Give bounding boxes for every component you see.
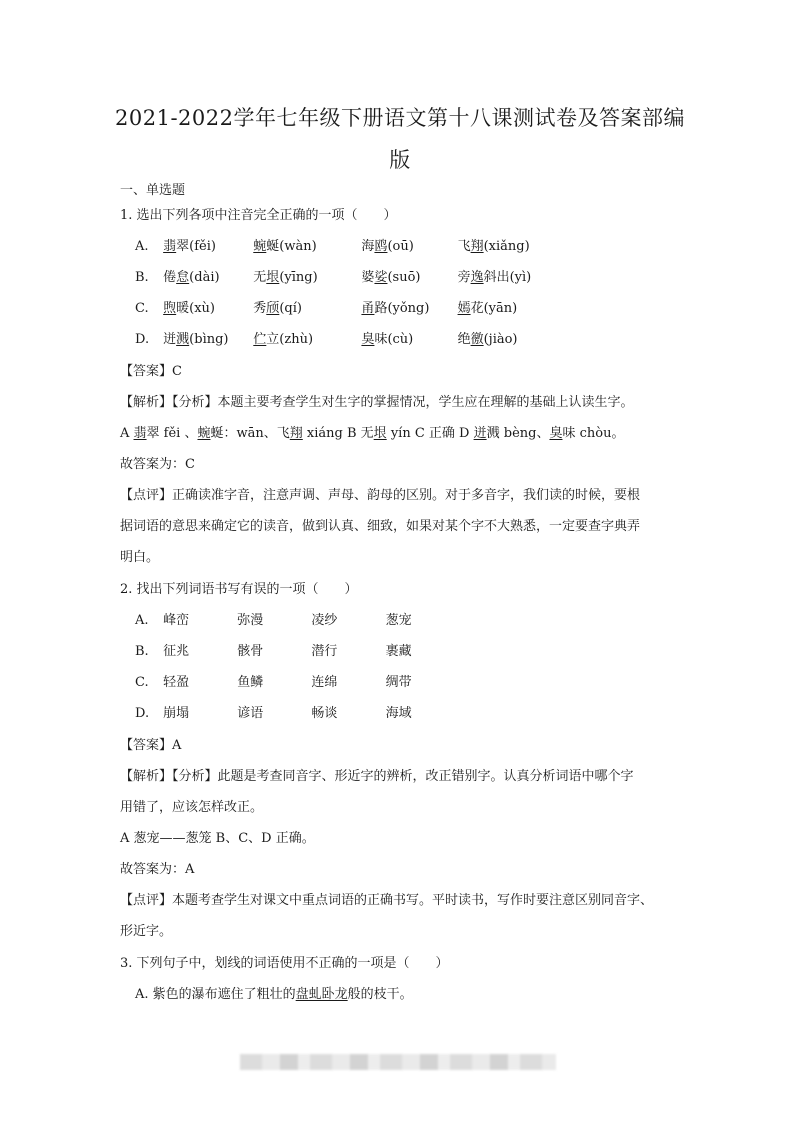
option-word: 秀颀(qí) bbox=[253, 301, 302, 316]
option-word: 葱宠 bbox=[385, 613, 412, 628]
option-word: 迸溅(bìng) bbox=[163, 332, 229, 347]
q2-option-b bbox=[135, 642, 412, 662]
option-word: 弥漫 bbox=[237, 613, 264, 628]
option-word: 伫立(zhù) bbox=[253, 332, 314, 347]
q1-option-a bbox=[135, 237, 530, 257]
option-label: A. bbox=[135, 239, 149, 254]
q2-answer: 【答案】A bbox=[120, 738, 182, 753]
q1-option-b bbox=[135, 268, 531, 288]
option-word: 崩塌 bbox=[163, 706, 190, 721]
option-word: 绝徼(jiào) bbox=[457, 332, 518, 347]
option-word: 轻盈 bbox=[163, 675, 190, 690]
q2-stem: 2. 找出下列词语书写有误的一项（ ） bbox=[120, 582, 358, 597]
q2-comment-line1: 【点评】本题考查学生对课文中重点词语的正确书写。平时读书，写作时要注意区别同音字、 bbox=[120, 893, 654, 908]
q2-comment-line2: 形近字。 bbox=[120, 924, 173, 939]
q1-analysis-detail: A 翡翠 fěi 、蜿蜒：wān、飞翔 xiáng B 无垠 yín C 正确 D 迸溅 bèng、臭味 chòu。 bbox=[120, 426, 625, 441]
option-label: D. bbox=[135, 706, 150, 721]
q1-analysis: 【解析】【分析】本题主要考查学生对生字的掌握情况，学生应在理解的基础上认读生字。 bbox=[120, 395, 634, 410]
option-word: 凌纱 bbox=[311, 613, 338, 628]
blurred-footer-watermark bbox=[240, 1054, 556, 1070]
option-word: 嫣花(yān) bbox=[457, 301, 518, 316]
q2-final-answer: 故答案为：A bbox=[120, 862, 195, 877]
option-word: 骸骨 bbox=[237, 644, 264, 659]
q2-option-c bbox=[135, 673, 412, 693]
option-word: 潜行 bbox=[311, 644, 338, 659]
option-label: A. bbox=[135, 613, 149, 628]
q2-analysis-line1: 【解析】【分析】此题是考查同音字、形近字的辨析，改正错别字。认真分析词语中哪个字 bbox=[120, 769, 634, 784]
option-word: 蜿蜒(wàn) bbox=[253, 239, 317, 254]
option-word: 谚语 bbox=[237, 706, 264, 721]
option-word: 裹藏 bbox=[385, 644, 412, 659]
option-label: B. bbox=[135, 270, 149, 285]
q2-option-a bbox=[135, 611, 412, 631]
q1-comment-line2: 据词语的意思来确定它的读音，做到认真、细致，如果对某个字不大熟悉，一定要查字典弄 bbox=[120, 519, 641, 534]
option-word: 倦怠(dài) bbox=[163, 270, 220, 285]
q1-stem: 1. 选出下列各项中注音完全正确的一项（ ） bbox=[120, 208, 397, 223]
q2-analysis-detail: A 葱宠——葱笼 B、C、D 正确。 bbox=[120, 831, 315, 846]
q1-comment-line3: 明白。 bbox=[120, 550, 160, 565]
option-label: B. bbox=[135, 644, 149, 659]
q1-option-d bbox=[135, 330, 518, 350]
option-label: C. bbox=[135, 675, 149, 690]
option-word: 婆娑(suō) bbox=[361, 270, 421, 285]
option-word: 飞翔(xiǎng) bbox=[457, 239, 530, 254]
option-label: D. bbox=[135, 332, 150, 347]
option-word: 无垠(yīng) bbox=[253, 270, 318, 285]
section-heading: 一、单选题 bbox=[120, 183, 186, 198]
doc-title-line2: 版 bbox=[389, 148, 411, 172]
option-word: 连绵 bbox=[311, 675, 338, 690]
q1-final-answer: 故答案为：C bbox=[120, 457, 195, 472]
q1-comment-line1: 【点评】正确读准字音，注意声调、声母、韵母的区别。对于多音字，我们读的时候，要根 bbox=[120, 488, 641, 503]
option-word: 臭味(cù) bbox=[361, 332, 414, 347]
q3-stem: 3. 下列句子中，划线的词语使用不正确的一项是（ ） bbox=[120, 956, 449, 971]
q2-analysis-line2: 用错了，应该怎样改正。 bbox=[120, 800, 264, 815]
option-word: 海鸥(oū) bbox=[361, 239, 414, 254]
option-word: 峰峦 bbox=[163, 613, 190, 628]
q1-answer: 【答案】C bbox=[120, 364, 182, 379]
option-word: 旁逸斜出(yì) bbox=[457, 270, 532, 285]
option-word: 畅谈 bbox=[311, 706, 338, 721]
option-word: 绸带 bbox=[385, 675, 412, 690]
option-word: 翡翠(fěi) bbox=[163, 239, 216, 254]
option-word: 征兆 bbox=[163, 644, 190, 659]
doc-title-line1: 2021-2022学年七年级下册语文第十八课测试卷及答案部编 bbox=[115, 106, 685, 130]
option-word: 甬路(yǒng) bbox=[361, 301, 430, 316]
option-word: 海域 bbox=[385, 706, 412, 721]
option-word: 煦暖(xù) bbox=[163, 301, 216, 316]
option-label: C. bbox=[135, 301, 149, 316]
q1-option-c bbox=[135, 299, 517, 319]
q2-option-d bbox=[135, 704, 412, 724]
option-word: 鱼鳞 bbox=[237, 675, 264, 690]
q3-option-a: A. 紫色的瀑布遮住了粗壮的盘虬卧龙般的枝干。 bbox=[135, 987, 413, 1002]
